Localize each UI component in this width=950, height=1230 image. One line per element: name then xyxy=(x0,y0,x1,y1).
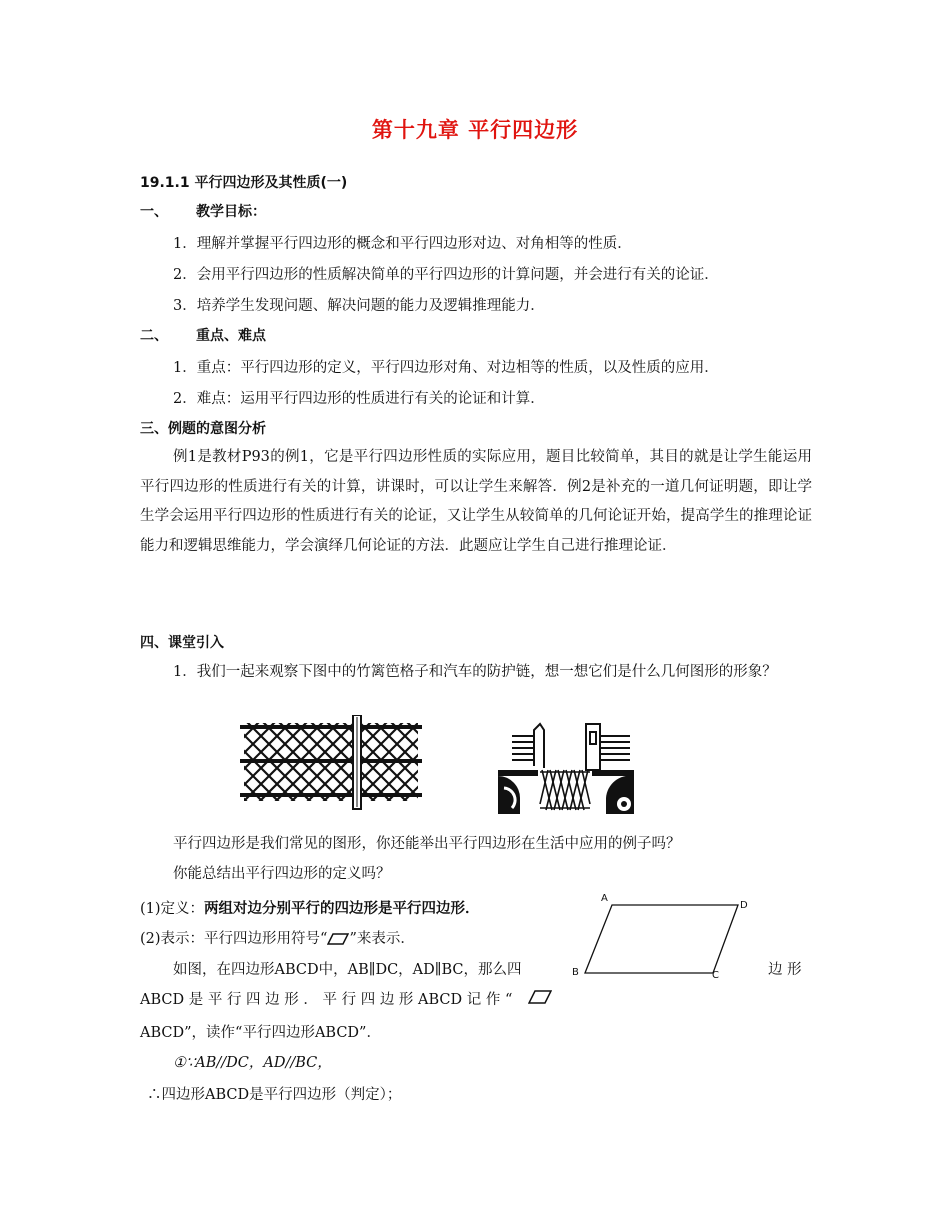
goal-item: 2．会用平行四边形的性质解决简单的平行四边形的计算问题，并会进行有关的论证． xyxy=(173,267,719,283)
parallelogram-abcd-diagram xyxy=(568,890,758,986)
example-text-line-tail: 边 形 xyxy=(768,962,802,978)
goal-item: 3．培养学生发现问题、解决问题的能力及逻辑推理能力． xyxy=(173,298,545,314)
goals-heading: 教学目标： xyxy=(196,204,266,220)
definition-line xyxy=(140,897,480,918)
notation-prefix: (2)表示：平行四边形用符号“ xyxy=(140,931,328,947)
keypoints-number: 二、 xyxy=(140,328,168,344)
vertex-label-d: D xyxy=(740,900,748,911)
vertex-label-a: A xyxy=(601,893,608,904)
notation-suffix: ”来表示． xyxy=(349,931,415,947)
intro-paragraph: 你能总结出平行四边形的定义吗？ xyxy=(173,866,391,882)
goals-number: 一、 xyxy=(140,204,168,220)
intro-question: 1．我们一起来观察下图中的竹篱笆格子和汽车的防护链，想一想它们是什么几何图形的形象？ xyxy=(173,664,777,680)
definition-text: 两组对边分别平行的四边形是平行四边形． xyxy=(204,901,480,917)
example-text-line: 如图，在四边形ABCD中，AB∥DC，AD∥BC，那么四 xyxy=(173,962,522,978)
definition-label: (1)定义： xyxy=(140,901,205,917)
goal-item: 1．理解并掌握平行四边形的概念和平行四边形对边、对角相等的性质． xyxy=(173,236,632,252)
analysis-paragraph: 例1是教材P93的例1，它是平行四边形性质的实际应用，题目比较简单，其目的就是让学生能运用平行四边形的性质进行有关的计算，讲课时，可以让学生来解答．例2是补充的一道几何证明题，即让学生学会运用平行四边形的性质进行有关的论证，又让学生从较简单的几何论证开始，提高学生的推理论证能力和逻辑思维能力，学会演绎几何论证的方法．此题应让学生自己进行推理论证． xyxy=(140,449,812,554)
intro-heading: 四、课堂引入 xyxy=(140,635,224,651)
because-statement: ①∵AB//DC，AD//BC， xyxy=(173,1055,332,1071)
chapter-title: 第十九章 平行四边形 xyxy=(371,118,579,142)
bamboo-fence-image xyxy=(240,715,422,811)
vertex-label-c: C xyxy=(712,970,719,981)
parallelogram-symbol-icon xyxy=(528,990,552,1004)
parallelogram-symbol-icon xyxy=(327,933,349,945)
therefore-statement: ∴四边形ABCD是平行四边形（判定）； xyxy=(147,1087,402,1103)
keypoint-item: 1．重点：平行四边形的定义，平行四边形对角、对边相等的性质，以及性质的应用． xyxy=(173,360,719,376)
keypoints-heading: 重点、难点 xyxy=(196,328,266,344)
notation-line xyxy=(140,927,415,948)
example-text-line: ABCD 是 平 行 四 边 形 ． 平 行 四 边 形 ABCD 记 作 “ xyxy=(140,992,513,1008)
keypoint-item: 2．难点：运用平行四边形的性质进行有关的论证和计算． xyxy=(173,391,545,407)
section-heading: 19.1.1 平行四边形及其性质(一) xyxy=(140,175,348,191)
example-text-line: ABCD”，读作“平行四边形ABCD”． xyxy=(140,1025,381,1041)
intro-paragraph: 平行四边形是我们常见的图形，你还能举出平行四边形在生活中应用的例子吗？ xyxy=(173,836,681,852)
analysis-heading: 三、例题的意图分析 xyxy=(140,421,266,437)
vertex-label-b: B xyxy=(572,967,579,978)
car-chain-image xyxy=(498,718,634,818)
